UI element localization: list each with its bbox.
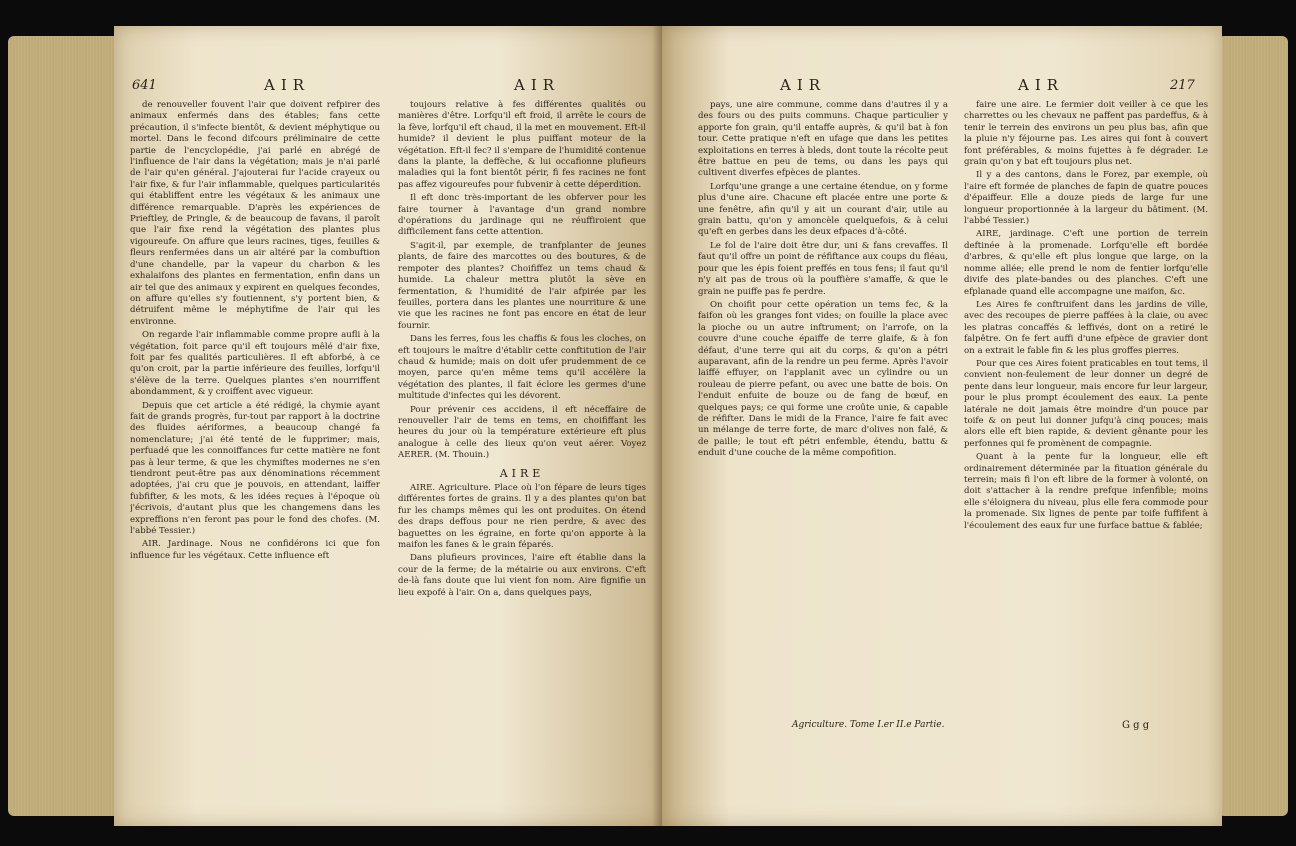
- open-book: [6, 22, 1290, 832]
- paragraph: Il eft donc très-important de les obferver pour les faire tourner à l'avantage d'un grand nombre d'opérations du jardinage qui ne réuffiroient que difficilement fans cette attention.: [398, 193, 646, 238]
- paragraph: Pour prévenir ces accidens, il eft néceffaire de renouveller l'air de tems en tems, en choififfant les heures du jour où la température extérieure eft plus analogue à celle des lieux qu'on veut aérer. Voyez AERER. (M. Thouin.): [398, 404, 646, 461]
- right-page-edges: [1218, 36, 1288, 816]
- paragraph: Le fol de l'aire doit être dur, uni & fans crevaffes. Il faut qu'il offre un point de réfiftance aux coups du fléau, pour que les épis foient preffés en tous fens; il faut qu'il n'y ait pas de trous où la pouffière s'amaffe, & que le grain ne puiffe pas fe perdre.: [698, 240, 948, 297]
- left-page-edges: [8, 36, 120, 816]
- right-running-head-2: AIR: [1018, 76, 1065, 94]
- right-page-number: 217: [1170, 78, 1195, 93]
- left-running-head-1: AIR: [264, 76, 311, 94]
- left-column-2: [398, 100, 646, 750]
- paragraph: faire une aire. Le fermier doit veiller à ce que les charrettes ou les chevaux ne paffent pas pardeffus, & à tenir le terrein des environs un peu plus bas, afin que la pluie n'y féjourne pas. Les aires qui font à couvert font préférables, & moins fujettes à fe dégrader. Le grain qu'on y bat eft toujours plus net.: [964, 100, 1208, 168]
- right-page: [662, 26, 1222, 826]
- paragraph: toujours relative à fes différentes qualités ou manières d'être. Lorfqu'il eft froid, il arrête le cours de la fève, lorfqu'il eft chaud, il la met en mouvement. Eft-il humide? il devient le plus puiffant moteur de la végétation. Eft-il fec? il s'empare de l'humidité contenue dans la plante, la deffèche, & lui occafionne plufieurs maladies qui la font bientôt périr, fi fes racines ne font pas affez vigoureufes pour fubvenir à cette déperdition.: [398, 100, 646, 190]
- paragraph: Les Aires fe conftruifent dans les jardins de ville, avec des recoupes de pierre paffées à la claie, ou avec les platras concaffés & leffivés, dont on a retiré le falpêtre. On fe fert auffi d'une efpèce de gravier dont on a extrait le fable fin & les plus groffes pierres.: [964, 299, 1208, 356]
- left-page: [114, 26, 662, 826]
- paragraph: pays, une aire commune, comme dans d'autres il y a des fours ou des puits communs. Chaque particulier y apporte fon grain, qu'il entaffe auprès, & qu'il bat à fon tour. Cette pratique n'eft en ufage que dans les petites exploitations en terres à bleds, dont toute la récolte peut être battue en peu de tems, ou dans les pays qui cultivent diverfes efpèces de plantes.: [698, 100, 948, 179]
- right-column-2: [964, 100, 1208, 750]
- right-running-head-1: AIR: [780, 76, 827, 94]
- footer-volume-line: Agriculture. Tome I.er II.e Partie.: [792, 720, 945, 730]
- paragraph: Depuis que cet article a été rédigé, la chymie ayant fait de grands progrès, fur-tout par rapport à la doctrine des fluides aériformes, a beaucoup changé fa nomenclature; j'ai été tenté de le fupprimer; mais, perfuadé que les connoiffances fur cette matière ne font pas à leur terme, & que les chymiftes modernes ne s'en tiendront peut-être pas aux dénominations récemment adoptées, j'ai cru que je pouvois, en attendant, laiffer fubfifter, & les mots, & les idées reçues à l'époque où j'écrivois, d'autant plus que les changemens dans les expreffions n'en feront pas pour le fond des chofes. (M. l'abbé Tessier.): [130, 400, 380, 537]
- paragraph: Quant à la pente fur la longueur, elle eft ordinairement déterminée par la fituation générale du terrein; mais fi l'on eft libre de la former à volonté, on doit s'attacher à la rendre prefque infenfible; moins elle s'éloignera du niveau, plus elle fera commode pour la promenade. Six lignes de pente par toife fuffifent à l'écoulement des eaux fur une furface battue & fablée;: [964, 452, 1208, 531]
- section-heading: AIRE: [499, 466, 545, 480]
- left-column-1: [130, 100, 380, 750]
- paragraph: Dans plufieurs provinces, l'aire eft établie dans la cour de la ferme; de la métairie ou aux environs. C'eft de-là fans doute que lui vient fon nom. Aire fignifie un lieu expofé à l'air. On a, dans quelques pays,: [398, 553, 646, 598]
- signature-mark: G g g: [1122, 720, 1150, 731]
- paragraph: AIRE. Agriculture. Place où l'on fépare de leurs tiges différentes fortes de grains. Il y a des plantes qu'on bat fur les champs mêmes qui les ont produites. On étend des draps deffous pour ne rien perdre, & avec des baguettes on les égraine, en forte qu'on apporte à la maifon les fanes & le grain féparés.: [398, 483, 646, 551]
- paragraph: S'agit-il, par exemple, de tranfplanter de jeunes plants, de faire des marcottes ou des boutures, & de rempoter des plantes? Choififfez un tems chaud & humide. La chaleur mettra plutôt la sève en fermentation, & l'humidité de l'air afpirée par les feuilles, portera dans les plantes une nourriture & une vie que les racines ne font pas encore en état de leur fournir.: [398, 240, 646, 331]
- paragraph: de renouveller fouvent l'air que doivent refpirer des animaux enfermés dans des étables; fans cette précaution, il s'infecte bientôt, & devient méphytique ou mortel. Dans le fecond difcours préliminaire de cette partie de l'encyclopédie, j'ai parlé en abrégé de l'influence de l'air dans la végétation; mais je n'ai parlé de l'air qu'en général. J'ajouterai fur l'acide crayeux ou l'air fixe, & fur l'air inflammable, quelques particularités qui établiffent entre les végétaux & les animaux une différence remarquable. D'après les expériences de Prieftley, de Pringle, & de beaucoup de favans, il paroît que l'air fixe rend la végétation des plantes plus vigoureufe. On affure que leurs racines, tiges, feuilles & fleurs renfermées dans un air altéré par la combuftion d'une chandelle, par la vapeur du charbon & les exhalaifons des plantes en fermentation, enfin dans un air tel que des animaux y expirent en quelques fecondes, on affure qu'elles s'y foutiennent, s'y portent bien, & détruifent même le méphytifme de l'air qui les environne.: [130, 100, 380, 327]
- paragraph: Il y a des cantons, dans le Forez, par exemple, où l'aire eft formée de planches de fapin de quatre pouces d'épaiffeur. Elle a douze pieds de large fur une longueur proportionnée à la largeur du bâtiment. (M. l'abbé Tessier.): [964, 170, 1208, 227]
- paragraph: AIR. Jardinage. Nous ne confidérons ici que fon influence fur les végétaux. Cette influence eft: [130, 539, 380, 561]
- left-page-number: 641: [132, 78, 157, 93]
- paragraph: AIRE, jardinage. C'eft une portion de terrein deftinée à la promenade. Lorfqu'elle eft bordée d'arbres, & qu'elle eft plus longue que large, on la nomme allée; elle prend le nom de fentier lorfqu'elle divife des plate-bandes ou des planches. C'eft une efplanade quand elle accompagne une maifon, &c.: [964, 229, 1208, 297]
- paragraph: Lorfqu'une grange a une certaine étendue, on y forme plus d'une aire. Chacune eft placée entre une porte & une fenêtre, afin qu'il y ait un courant d'air, utile au grain battu, qu'on y amoncèle quelquefois, & à celui qu'eft en gerbes dans les deux efpaces d'à-côté.: [698, 181, 948, 238]
- paragraph: Dans les ferres, fous les chaffis & fous les cloches, on eft toujours le maître d'établir cette conftitution de l'air chaud & humide; mais on doit ufer prudemment de ce moyen, parce qu'en même tems qu'il accélère la végétation des plantes, il fait éclore les germes d'une multitude d'infectes qui les dévorent.: [398, 334, 646, 402]
- paragraph: On regarde l'air inflammable comme propre aufli à la végétation, foit parce qu'il eft toujours mêlé d'air fixe, foit par fes qualités particulières. Il eft abforbé, à ce qu'on croit, par la partie inférieure des feuilles, lorfqu'il s'élève de la terre. Quelques plantes s'en nourriffent abondamment, & y croiffent avec vigueur.: [130, 330, 380, 398]
- left-running-head-2: AIR: [514, 76, 561, 94]
- paragraph: On choifit pour cette opération un tems fec, & la faifon où les granges font vides; on fouille la place avec la pioche ou un autre inftrument; on l'arrofe, on la couvre d'une couche épaiffe de terre glaife, & à fon défaut, d'une terre qui ait du corps, & qu'on a pétri auparavant, afin de la rendre un peu ferme. Après l'avoir laiffé effuyer, on l'applanit avec un cylindre ou un rouleau de pierre pefant, ou avec une batte de bois. On l'enduit enfuite de bouze ou de fang de bœuf, en quelques pays; ce qui forme une croûte unie, & capable de réfifter. Dans le midi de la France, l'aire fe fait avec un mélange de terre forte, de marc d'olives non falé, & de paille; le tout eft pétri enfemble, étendu, battu & enduit d'une couche de la même compofition.: [698, 299, 948, 459]
- paragraph: Pour que ces Aires foient praticables en tout tems, il convient non-feulement de leur donner un degré de pente dans leur longueur, mais encore fur leur largeur, pour le plus prompt écoulement des eaux. La pente latérale ne doit jamais être moindre d'un pouce par toife & on peut lui donner jufqu'à cinq pouces; mais alors elle eft bien rapide, & devient gênante pour les perfonnes qui fe promènent de compagnie.: [964, 358, 1208, 449]
- right-column-1: [698, 100, 948, 712]
